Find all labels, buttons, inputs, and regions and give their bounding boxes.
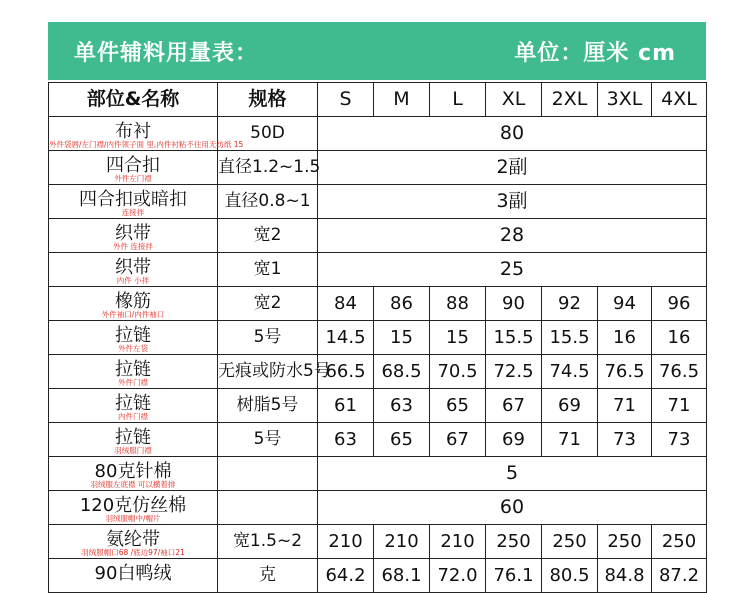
size-value-cell: 61 — [318, 389, 374, 423]
part-name-cell — [49, 253, 218, 287]
part-name-cell — [49, 287, 218, 321]
size-value-cell: 70.5 — [430, 355, 486, 389]
part-name: 120克仿丝棉 — [79, 494, 187, 516]
size-value-cell: 63 — [374, 389, 430, 423]
table-row — [49, 253, 707, 287]
unit-label: 单位：厘米 cm — [514, 41, 676, 66]
part-usage-note: 羽绒服左底襟 可以横着排 — [90, 480, 176, 489]
table-row — [49, 185, 707, 219]
table-row — [49, 321, 707, 355]
col-header-spec: 规格 — [218, 83, 318, 117]
spec-cell: 直径1.2~1.5 — [218, 151, 318, 185]
all-sizes-value-cell: 5 — [318, 457, 707, 491]
part-name-cell — [49, 491, 218, 525]
spec-cell: 50D — [218, 117, 318, 151]
col-header-s: S — [318, 83, 374, 117]
title-banner — [48, 22, 706, 80]
size-value-cell: 15 — [430, 321, 486, 355]
size-value-cell: 71 — [542, 423, 598, 457]
table-row — [49, 219, 707, 253]
size-value-cell: 15.5 — [486, 321, 542, 355]
table-row — [49, 457, 707, 491]
size-value-cell: 90 — [486, 287, 542, 321]
all-sizes-value-cell: 3副 — [318, 185, 707, 219]
size-value-cell: 250 — [542, 525, 598, 559]
size-value-cell: 250 — [486, 525, 542, 559]
part-usage-note: 羽绒服门襟 — [114, 446, 152, 455]
spec-cell — [218, 457, 318, 491]
all-sizes-value-cell: 60 — [318, 491, 707, 525]
size-value-cell: 66.5 — [318, 355, 374, 389]
size-value-cell: 74.5 — [542, 355, 598, 389]
all-sizes-value-cell: 2副 — [318, 151, 707, 185]
part-name: 布衬 — [115, 120, 151, 142]
col-header-m: M — [374, 83, 430, 117]
col-header-l: L — [430, 83, 486, 117]
col-header-4xl: 4XL — [652, 83, 707, 117]
part-name-cell — [49, 117, 244, 151]
part-name-cell — [49, 151, 218, 185]
size-value-cell: 16 — [598, 321, 652, 355]
spec-cell: 无痕或防水5号 — [218, 355, 318, 389]
part-name: 四合扣 — [106, 154, 160, 176]
table-row — [49, 389, 707, 423]
size-value-cell: 86 — [374, 287, 430, 321]
part-usage-note: 外件 连接拌 — [113, 242, 153, 251]
size-value-cell: 71 — [652, 389, 707, 423]
spec-cell: 5号 — [218, 423, 318, 457]
col-header-2xl: 2XL — [542, 83, 598, 117]
part-usage-note: 外件门襟 — [118, 378, 148, 387]
all-sizes-value-cell: 28 — [318, 219, 707, 253]
size-value-cell: 80.5 — [542, 559, 598, 593]
size-value-cell: 250 — [652, 525, 707, 559]
spec-cell: 宽2 — [218, 219, 318, 253]
spec-cell: 树脂5号 — [218, 389, 318, 423]
size-value-cell: 76.1 — [486, 559, 542, 593]
spec-cell — [218, 491, 318, 525]
size-value-cell: 68.1 — [374, 559, 430, 593]
part-usage-note: 外件左门襟 — [114, 174, 152, 183]
size-value-cell: 72.5 — [486, 355, 542, 389]
part-usage-note: 外件袋唇/左门襟/内件领子面 里,内件衬粘不住用无纺纸 15 — [49, 140, 244, 149]
part-name-cell — [49, 559, 218, 593]
accessory-usage-table — [48, 82, 707, 593]
part-usage-note: 内件门襟 — [118, 412, 148, 421]
part-name: 织带 — [115, 222, 151, 244]
table-row — [49, 491, 707, 525]
size-value-cell: 67 — [486, 389, 542, 423]
size-value-cell: 14.5 — [318, 321, 374, 355]
part-name: 四合扣或暗扣 — [79, 188, 187, 210]
part-name: 80克针棉 — [94, 460, 172, 482]
spec-cell: 宽1.5~2 — [218, 525, 318, 559]
size-value-cell: 68.5 — [374, 355, 430, 389]
part-usage-note: 内件 小拌 — [116, 276, 150, 285]
part-name-cell — [49, 355, 218, 389]
size-value-cell: 15.5 — [542, 321, 598, 355]
part-name: 氨纶带 — [106, 528, 160, 550]
size-value-cell: 67 — [430, 423, 486, 457]
size-value-cell: 65 — [430, 389, 486, 423]
part-name-cell — [49, 185, 218, 219]
col-header-part: 部位&名称 — [49, 83, 218, 117]
table-header-row — [49, 83, 707, 117]
table-row — [49, 525, 707, 559]
table-row — [49, 117, 707, 151]
size-value-cell: 210 — [430, 525, 486, 559]
part-usage-note: 外件袖口/内件袖口 — [101, 310, 165, 319]
size-value-cell: 63 — [318, 423, 374, 457]
part-name-cell — [49, 457, 218, 491]
part-name: 织带 — [115, 256, 151, 278]
part-name-cell — [49, 321, 218, 355]
table-row — [49, 355, 707, 389]
size-value-cell: 88 — [430, 287, 486, 321]
part-usage-note: 外件左袋 — [118, 344, 148, 353]
part-name: 拉链 — [115, 358, 151, 380]
page-title: 单件辅料用量表： — [74, 41, 259, 66]
part-name-cell — [49, 389, 218, 423]
part-name: 拉链 — [115, 426, 151, 448]
size-value-cell: 72.0 — [430, 559, 486, 593]
size-value-cell: 71 — [598, 389, 652, 423]
col-header-xl: XL — [486, 83, 542, 117]
part-name-cell — [49, 219, 218, 253]
size-value-cell: 73 — [598, 423, 652, 457]
size-value-cell: 210 — [374, 525, 430, 559]
col-header-3xl: 3XL — [598, 83, 652, 117]
size-value-cell: 69 — [542, 389, 598, 423]
size-value-cell: 15 — [374, 321, 430, 355]
spec-cell: 5号 — [218, 321, 318, 355]
part-usage-note: 羽绒服帽中/帽片 — [105, 514, 161, 523]
part-name: 90白鸭绒 — [94, 562, 172, 584]
size-value-cell: 210 — [318, 525, 374, 559]
part-usage-note: 羽绒服帽口68 /底边97/袖口21 — [81, 548, 185, 557]
spec-cell: 克 — [218, 559, 318, 593]
size-value-cell: 76.5 — [598, 355, 652, 389]
size-value-cell: 94 — [598, 287, 652, 321]
all-sizes-value-cell: 25 — [318, 253, 707, 287]
table-row — [49, 423, 707, 457]
all-sizes-value-cell: 80 — [318, 117, 707, 151]
part-name: 橡筋 — [115, 290, 151, 312]
spec-cell: 宽1 — [218, 253, 318, 287]
size-value-cell: 250 — [598, 525, 652, 559]
table-row — [49, 287, 707, 321]
size-value-cell: 64.2 — [318, 559, 374, 593]
part-usage-note: 连接拌 — [121, 208, 145, 217]
spec-cell: 宽2 — [218, 287, 318, 321]
size-value-cell: 84 — [318, 287, 374, 321]
size-value-cell: 92 — [542, 287, 598, 321]
spec-cell: 直径0.8~1 — [218, 185, 318, 219]
table-row — [49, 151, 707, 185]
table-row — [49, 559, 707, 593]
size-value-cell: 96 — [652, 287, 707, 321]
size-value-cell: 16 — [652, 321, 707, 355]
part-name-cell — [49, 423, 218, 457]
size-value-cell: 87.2 — [652, 559, 707, 593]
size-value-cell: 69 — [486, 423, 542, 457]
part-name-cell — [49, 525, 218, 559]
size-value-cell: 76.5 — [652, 355, 707, 389]
part-name: 拉链 — [115, 324, 151, 346]
size-value-cell: 73 — [652, 423, 707, 457]
size-value-cell: 65 — [374, 423, 430, 457]
size-value-cell: 84.8 — [598, 559, 652, 593]
part-name: 拉链 — [115, 392, 151, 414]
